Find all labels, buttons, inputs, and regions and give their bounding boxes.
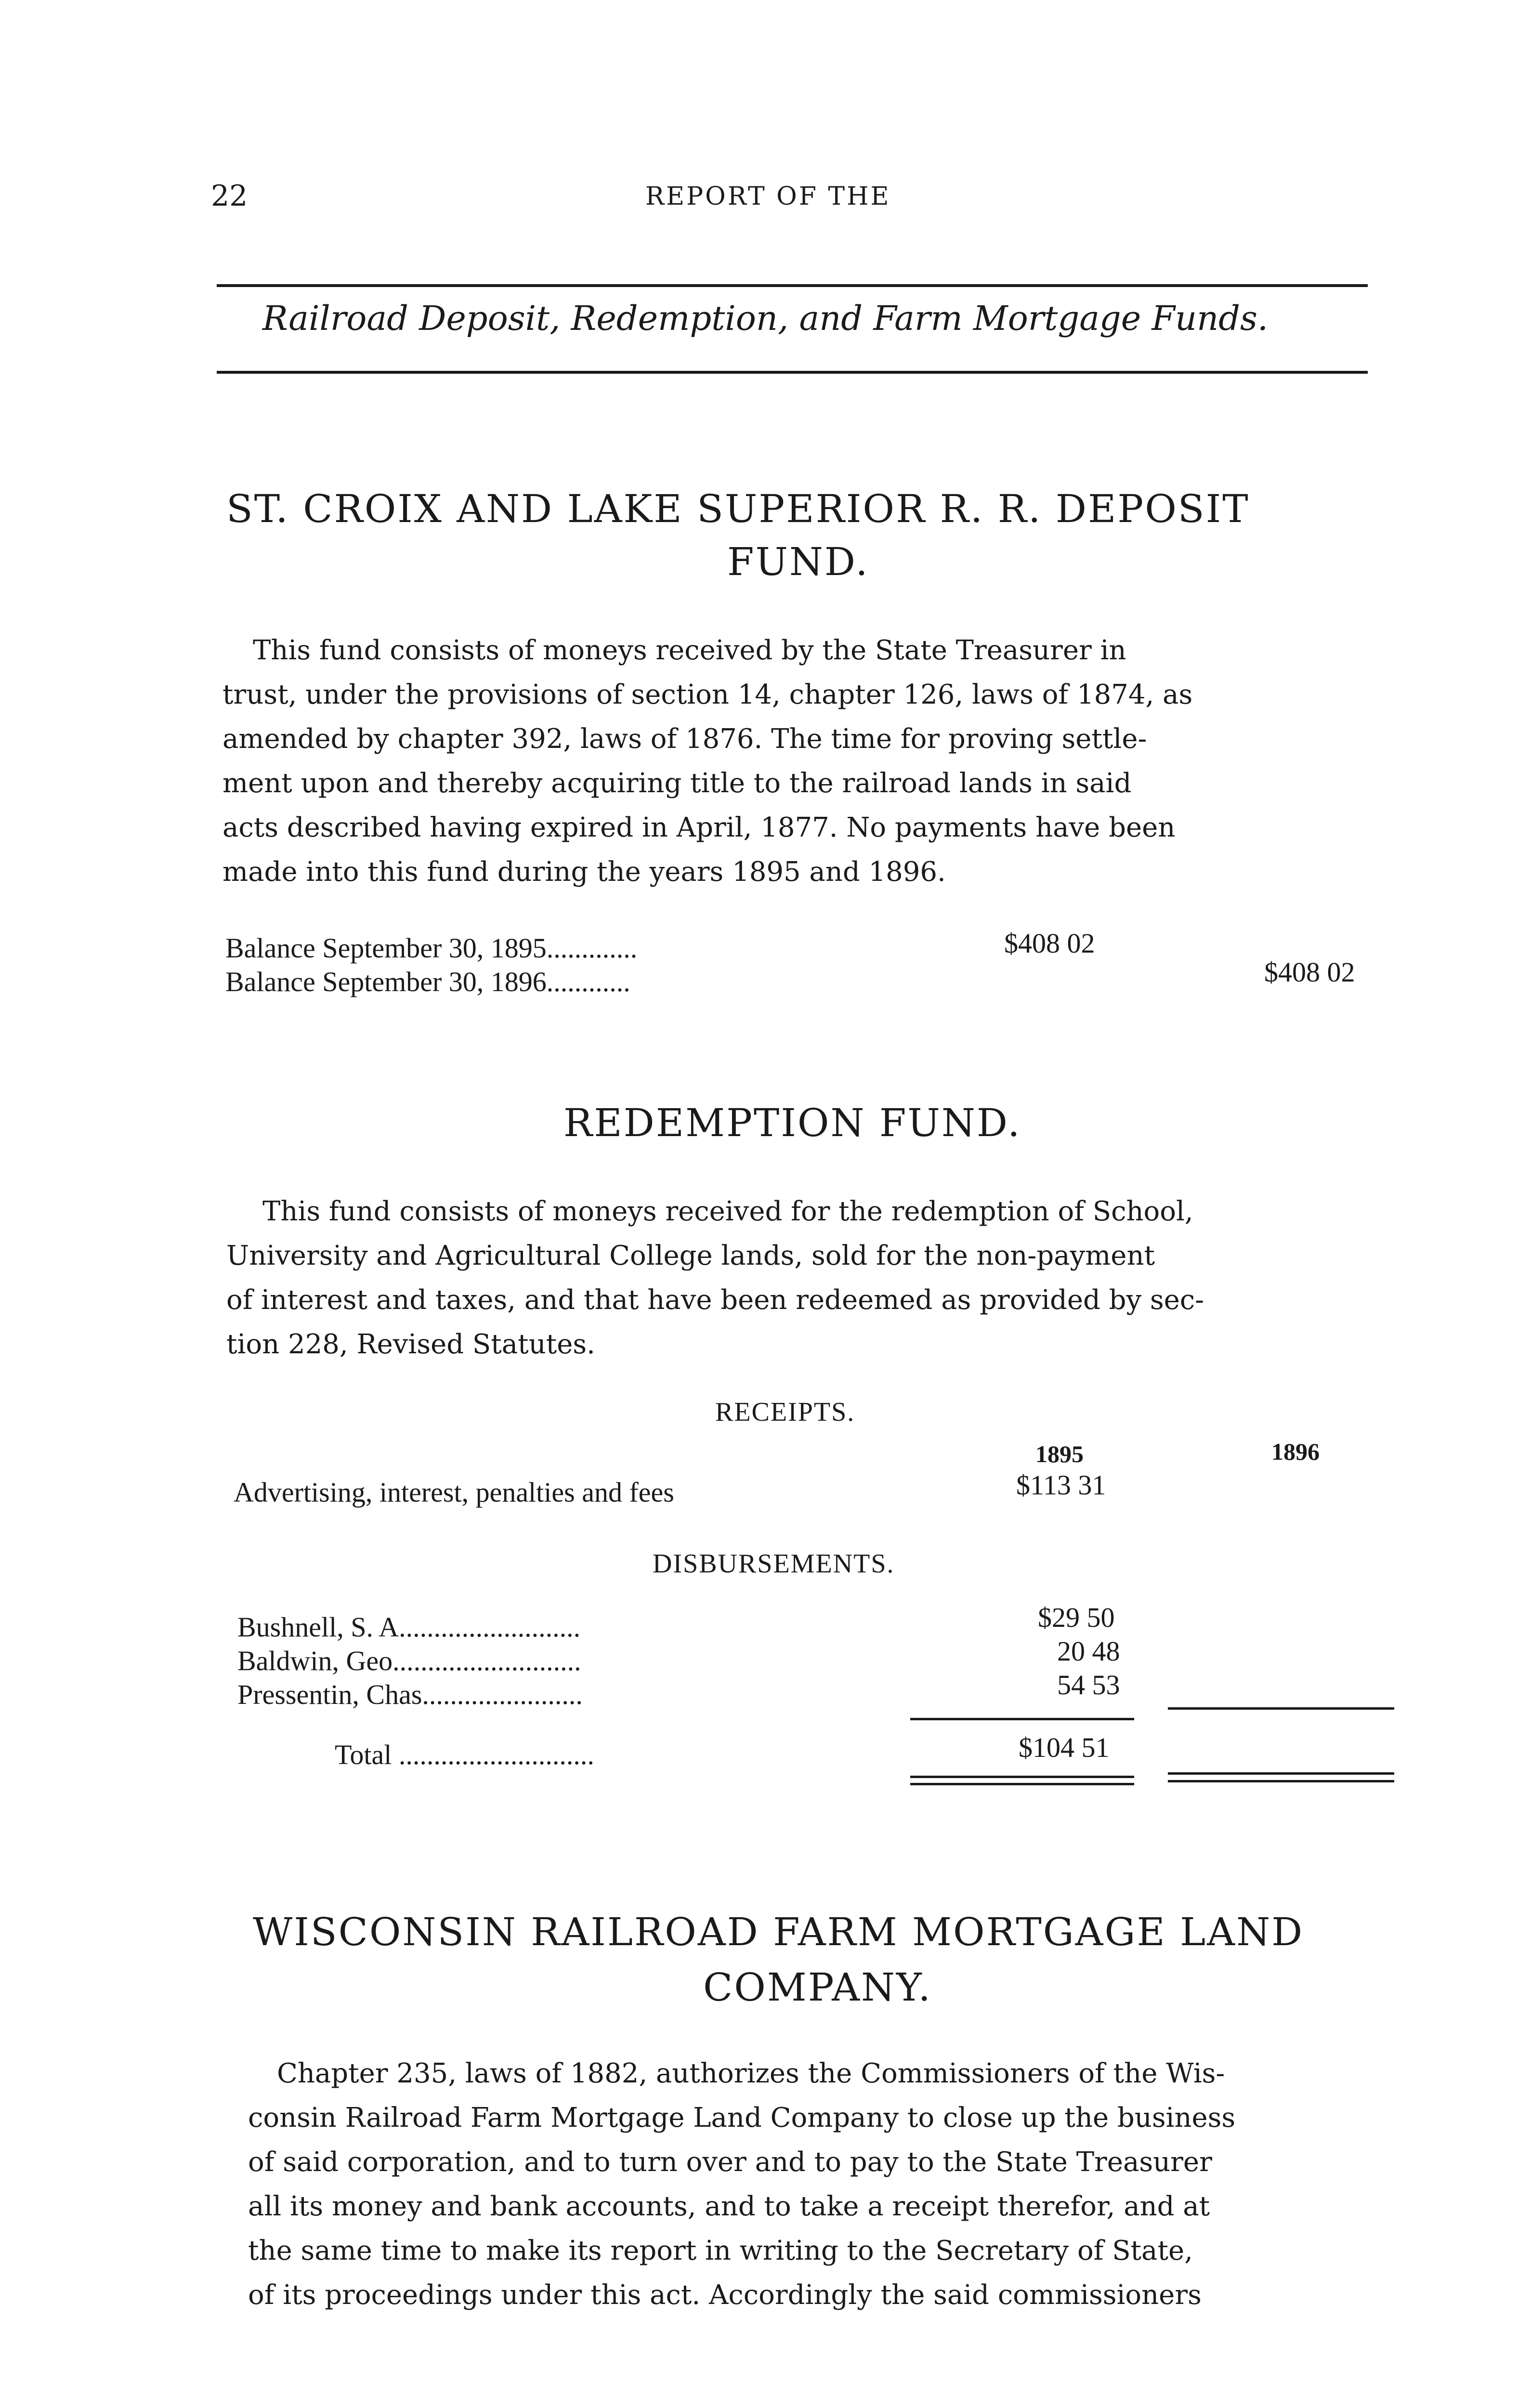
paragraph-line: of interest and taxes, and that have been redeemed as provided by sec- bbox=[226, 1284, 1204, 1316]
paragraph-line: consin Railroad Farm Mortgage Land Company to close up the business bbox=[248, 2102, 1236, 2133]
total-double-rule-1895-b bbox=[910, 1783, 1134, 1785]
paragraph-line: ment upon and thereby acquiring title to the railroad lands in said bbox=[222, 768, 1132, 799]
redemption-heading: REDEMPTION FUND. bbox=[563, 1100, 1021, 1145]
disbursement-amount: 20 48 bbox=[1057, 1636, 1120, 1667]
paragraph-line: the same time to make its report in writing to the Secretary of State, bbox=[248, 2235, 1193, 2266]
total-label: Total ............................ bbox=[335, 1739, 594, 1770]
st-croix-heading-cont: FUND. bbox=[727, 539, 869, 584]
paragraph-line: of said corporation, and to turn over and to pay to the State Treasurer bbox=[248, 2146, 1212, 2178]
balance-1895-label: Balance September 30, 1895............. bbox=[225, 932, 638, 964]
header-rule-bottom bbox=[217, 371, 1368, 374]
total-double-rule-1896-b bbox=[1168, 1780, 1394, 1782]
section-subtitle: Railroad Deposit, Redemption, and Farm Mortgage Funds. bbox=[262, 299, 1269, 338]
year-1895-header: 1895 bbox=[1035, 1440, 1084, 1467]
balance-1896-amount: $408 02 bbox=[1264, 956, 1355, 988]
disbursement-label: Pressentin, Chas....................... bbox=[237, 1679, 583, 1710]
balance-1895-amount: $408 02 bbox=[1004, 928, 1095, 959]
receipts-label: RECEIPTS. bbox=[715, 1397, 855, 1427]
page-number: 22 bbox=[211, 179, 248, 213]
paragraph-line: amended by chapter 392, laws of 1876. The time for proving settle- bbox=[222, 723, 1147, 755]
receipt-amount-1895: $113 31 bbox=[1016, 1469, 1106, 1501]
total-double-rule-1896-a bbox=[1168, 1772, 1394, 1775]
running-head: REPORT OF THE bbox=[645, 182, 891, 211]
paragraph-line: This fund consists of moneys received by the State Treasurer in bbox=[253, 635, 1126, 666]
paragraph-line: of its proceedings under this act. Accordingly the said commissioners bbox=[248, 2279, 1202, 2311]
paragraph-line: acts described having expired in April, 1877. No payments have been bbox=[222, 812, 1176, 843]
wisconsin-heading-cont: COMPANY. bbox=[703, 1965, 932, 2010]
receipt-label: Advertising, interest, penalties and fees bbox=[234, 1477, 674, 1508]
wisconsin-heading: WISCONSIN RAILROAD FARM MORTGAGE LAND bbox=[253, 1910, 1304, 1954]
total-double-rule-1895-a bbox=[910, 1776, 1134, 1778]
paragraph-line: made into this fund during the years 1895 and 1896. bbox=[222, 856, 946, 888]
year-1896-header: 1896 bbox=[1271, 1438, 1320, 1465]
paragraph-line: University and Agricultural College lands, sold for the non-payment bbox=[226, 1240, 1155, 1271]
disbursements-label: DISBURSEMENTS. bbox=[653, 1549, 895, 1579]
disbursement-amount: 54 53 bbox=[1057, 1669, 1120, 1701]
disbursement-label: Bushnell, S. A.......................... bbox=[237, 1611, 581, 1643]
disbursement-amount: $29 50 bbox=[1038, 1602, 1115, 1633]
paragraph-line: This fund consists of moneys received for the redemption of School, bbox=[262, 1196, 1193, 1227]
st-croix-heading: ST. CROIX AND LAKE SUPERIOR R. R. DEPOSIT bbox=[226, 486, 1250, 531]
disbursement-label: Baldwin, Geo........................... bbox=[237, 1645, 581, 1676]
header-rule-top bbox=[217, 284, 1368, 287]
paragraph-line: trust, under the provisions of section 14, chapter 126, laws of 1874, as bbox=[222, 679, 1193, 710]
subtotal-rule-1896 bbox=[1168, 1707, 1394, 1710]
paragraph-line: all its money and bank accounts, and to take a receipt therefor, and at bbox=[248, 2191, 1210, 2222]
total-amount-1895: $104 51 bbox=[1019, 1732, 1110, 1763]
subtotal-rule-1895 bbox=[910, 1718, 1134, 1720]
paragraph-line: tion 228, Revised Statutes. bbox=[226, 1329, 595, 1360]
balance-1896-label: Balance September 30, 1896............ bbox=[225, 966, 630, 997]
paragraph-line: Chapter 235, laws of 1882, authorizes the Commissioners of the Wis- bbox=[277, 2058, 1225, 2089]
